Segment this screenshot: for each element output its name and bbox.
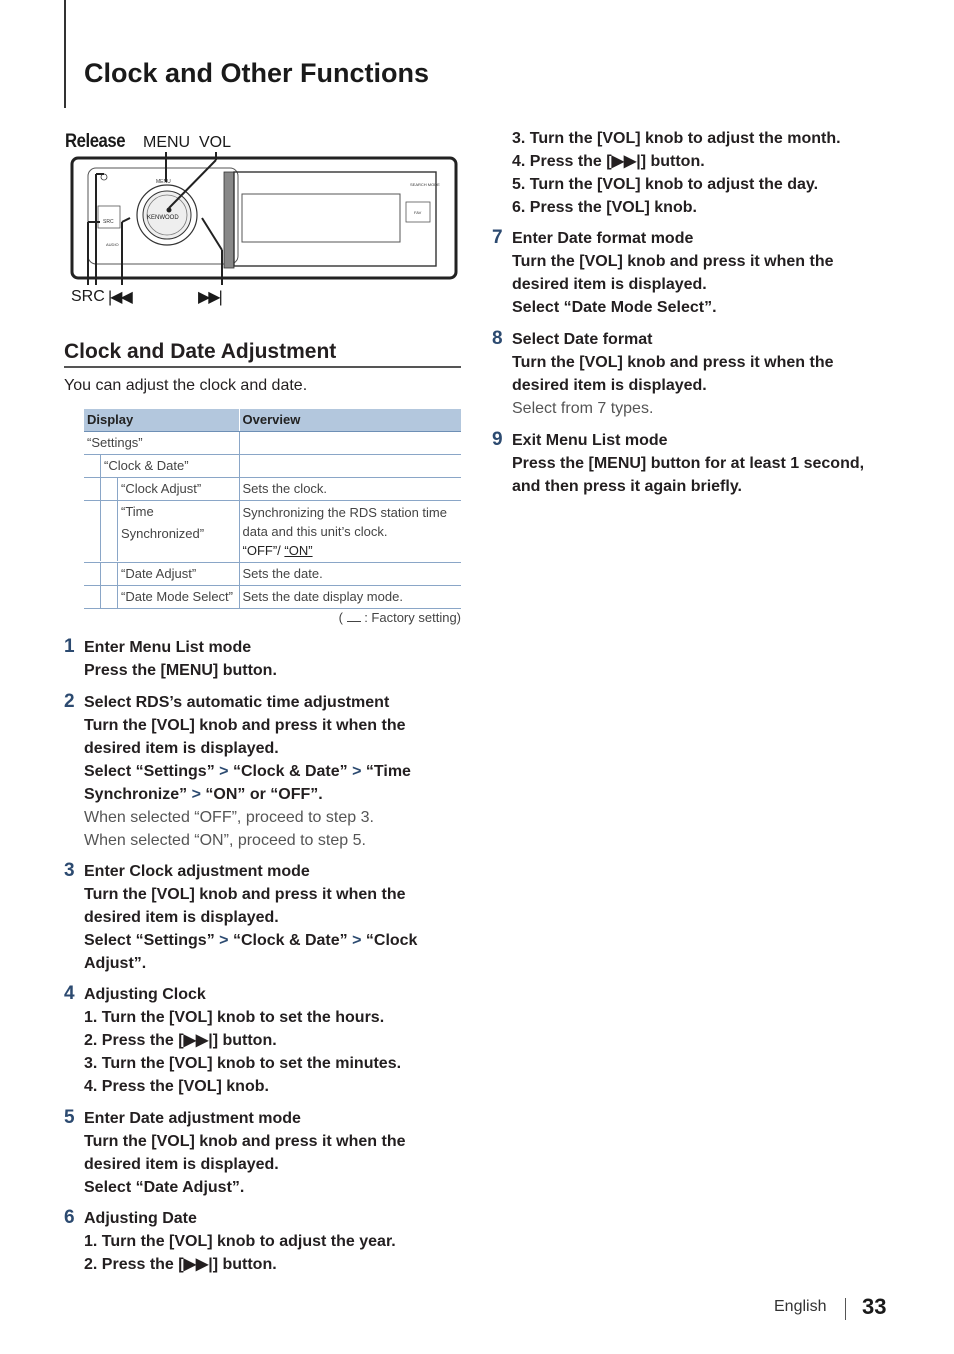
footer-language: English bbox=[774, 1298, 827, 1315]
table-cell-display: “Clock & Date” bbox=[100, 455, 239, 477]
step-line: Press the [MENU] button. bbox=[84, 662, 277, 679]
path-part: Select “Settings” bbox=[84, 932, 220, 949]
step-line: Turn the [VOL] knob and press it when the bbox=[512, 354, 834, 371]
table-cell-display: “Time Synchronized” bbox=[117, 501, 239, 561]
step-line: desired item is displayed. bbox=[512, 377, 707, 394]
step-line: Turn the [VOL] knob and press it when the bbox=[84, 717, 406, 734]
option-on-default: “ON” bbox=[284, 543, 313, 558]
step-heading: Select RDS’s automatic time adjustment bbox=[84, 694, 390, 711]
step-line: desired item is displayed. bbox=[84, 740, 279, 757]
step-heading: Enter Clock adjustment mode bbox=[84, 863, 310, 880]
table-cell-display: “Clock Adjust” bbox=[117, 478, 239, 500]
step-heading: Exit Menu List mode bbox=[512, 432, 668, 449]
step-heading: Adjusting Clock bbox=[84, 986, 206, 1003]
path-part: Select “Settings” bbox=[84, 763, 220, 780]
step-line: 3. Turn the [VOL] knob to set the minutes. bbox=[84, 1055, 402, 1072]
step-line: Select “Date Mode Select”. bbox=[512, 299, 717, 316]
table-cell-overview: Sets the date display mode. bbox=[239, 586, 461, 609]
panel-fav-text: FAV bbox=[414, 210, 422, 215]
factory-setting-note bbox=[84, 610, 461, 625]
release-label: Release bbox=[65, 131, 126, 152]
section-heading: Clock and Date Adjustment bbox=[64, 340, 461, 368]
step-line: 3. Turn the [VOL] knob to adjust the month. bbox=[512, 130, 841, 147]
step-1 bbox=[64, 636, 277, 682]
step-heading: Enter Date adjustment mode bbox=[84, 1110, 301, 1127]
step-5 bbox=[64, 1107, 406, 1199]
factory-note-open: ( bbox=[338, 610, 347, 625]
car-stereo-diagram bbox=[68, 150, 460, 285]
step-line: 5. Turn the [VOL] knob to adjust the day. bbox=[512, 176, 819, 193]
step-number: 9 bbox=[492, 429, 503, 450]
panel-search-mode-text: SEARCH MODE bbox=[410, 182, 440, 187]
step-number: 1 bbox=[64, 636, 75, 657]
step-heading: Select Date format bbox=[512, 331, 653, 348]
path-part: Synchronize” bbox=[84, 786, 192, 803]
step-select-path bbox=[84, 929, 417, 952]
page-number: 33 bbox=[862, 1294, 887, 1319]
underline-marker bbox=[347, 611, 361, 622]
table-header-display: Display bbox=[84, 409, 239, 432]
step-line: Turn the [VOL] knob and press it when the bbox=[512, 253, 834, 270]
step-line: 1. Turn the [VOL] knob to adjust the year. bbox=[84, 1233, 396, 1250]
step-line: and then press it again briefly. bbox=[512, 478, 742, 495]
footer-divider bbox=[845, 1298, 846, 1320]
step-line: 6. Press the [VOL] knob. bbox=[512, 199, 697, 216]
step-line: desired item is displayed. bbox=[512, 276, 707, 293]
step-note: When selected “ON”, proceed to step 5. bbox=[84, 832, 366, 849]
page-title: Clock and Other Functions bbox=[84, 58, 430, 88]
step-number: 5 bbox=[64, 1107, 75, 1128]
chevron-right-icon: > bbox=[219, 763, 229, 780]
path-part: “ON” or “OFF”. bbox=[200, 786, 323, 803]
step-8 bbox=[492, 328, 834, 420]
section-intro: You can adjust the clock and date. bbox=[64, 377, 308, 394]
step-line: desired item is displayed. bbox=[84, 1156, 279, 1173]
step-number: 4 bbox=[64, 983, 75, 1004]
table-header-overview: Overview bbox=[239, 409, 461, 432]
table-row bbox=[84, 586, 461, 609]
step-heading: Enter Date format mode bbox=[512, 230, 694, 247]
factory-note-text: : Factory setting) bbox=[360, 610, 461, 625]
step-line: desired item is displayed. bbox=[84, 909, 279, 926]
chevron-right-icon: > bbox=[219, 932, 229, 949]
table-row bbox=[84, 563, 461, 586]
header-rule bbox=[64, 0, 66, 108]
panel-menu-text: MENU bbox=[156, 179, 171, 185]
chevron-right-icon: > bbox=[191, 786, 201, 803]
table-row bbox=[84, 478, 461, 501]
path-part: “Clock & Date” bbox=[228, 763, 353, 780]
path-part: “Time bbox=[361, 763, 411, 780]
step-7 bbox=[492, 227, 834, 319]
path-part: “Clock bbox=[361, 932, 418, 949]
step-heading: Adjusting Date bbox=[84, 1210, 197, 1227]
step-4 bbox=[64, 983, 402, 1098]
menu-label: MENU bbox=[143, 134, 191, 151]
prev-label: |◀◀ bbox=[108, 289, 131, 306]
step-note: When selected “OFF”, proceed to step 3. bbox=[84, 809, 374, 826]
step-3 bbox=[64, 860, 418, 975]
vol-pointer bbox=[169, 160, 216, 208]
table-row bbox=[84, 501, 461, 563]
table-cell-overview bbox=[239, 501, 461, 563]
step-line: Adjust”. bbox=[84, 955, 147, 972]
step-line: 1. Turn the [VOL] knob to set the hours. bbox=[84, 1009, 385, 1026]
chevron-right-icon: > bbox=[352, 763, 362, 780]
step-2 bbox=[64, 691, 411, 852]
step-line: 4. Press the [VOL] knob. bbox=[84, 1078, 269, 1095]
step-number: 6 bbox=[64, 1207, 75, 1228]
step-select-path bbox=[84, 760, 411, 783]
step-line: 2. Press the [▶▶|] button. bbox=[84, 1256, 277, 1273]
option-off: “OFF”/ bbox=[242, 543, 285, 558]
next-label: ▶▶| bbox=[198, 289, 221, 306]
table-cell-overview: Sets the date. bbox=[239, 563, 461, 586]
table-cell-overview-text: Synchronizing the RDS station time data and this unit’s clock. bbox=[242, 505, 447, 539]
table-cell-overview bbox=[239, 432, 461, 455]
src-label: SRC bbox=[71, 288, 105, 305]
vol-label: VOL bbox=[199, 134, 232, 151]
step-line: 4. Press the [▶▶|] button. bbox=[512, 153, 705, 170]
table-cell-overview bbox=[239, 455, 461, 478]
step-heading: Enter Menu List mode bbox=[84, 639, 252, 656]
table-row bbox=[84, 432, 461, 455]
step-6 bbox=[64, 1207, 396, 1276]
path-part: “Clock & Date” bbox=[228, 932, 353, 949]
step-number: 7 bbox=[492, 227, 503, 248]
step-number: 2 bbox=[64, 691, 75, 712]
panel-audio-text: AUDIO bbox=[106, 242, 119, 247]
step-number: 3 bbox=[64, 860, 75, 881]
panel-brand-text: KENWOOD bbox=[147, 215, 179, 221]
step-9 bbox=[492, 429, 865, 498]
table-row bbox=[84, 455, 461, 478]
step-line: Turn the [VOL] knob and press it when the bbox=[84, 886, 406, 903]
step-select-path bbox=[84, 783, 411, 806]
step-number: 8 bbox=[492, 328, 503, 349]
chevron-right-icon: > bbox=[352, 932, 362, 949]
table-cell-options bbox=[243, 541, 462, 560]
step-note: Select from 7 types. bbox=[512, 400, 654, 417]
table-cell-display: “Settings” bbox=[87, 435, 143, 450]
step-line: Select “Date Adjust”. bbox=[84, 1179, 245, 1196]
step-6-continued bbox=[512, 127, 841, 219]
table-cell-display: “Date Adjust” bbox=[117, 563, 239, 585]
step-line: Press the [MENU] button for at least 1 second, bbox=[512, 455, 865, 472]
step-line: 2. Press the [▶▶|] button. bbox=[84, 1032, 277, 1049]
table-cell-overview: Sets the clock. bbox=[239, 478, 461, 501]
table-cell-display: “Date Mode Select” bbox=[117, 586, 239, 608]
panel-src-text: SRC bbox=[103, 219, 114, 225]
step-line: Turn the [VOL] knob and press it when the bbox=[84, 1133, 406, 1150]
settings-table bbox=[84, 409, 461, 609]
